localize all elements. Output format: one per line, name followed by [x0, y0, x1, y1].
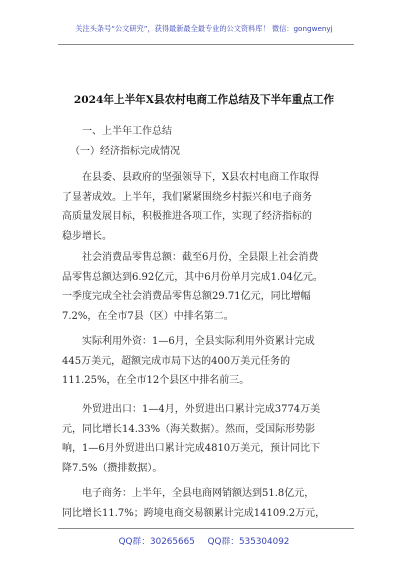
footer-contact: [0, 534, 408, 547]
paragraph-line: 实际利用外资：1—6月，全县实际利用外资累计完成: [82, 336, 315, 347]
footer-qq-group-2: QQ群：535304092: [207, 537, 290, 547]
paragraph-line: 111.25%，在全市12个县区中排名前三。: [62, 375, 250, 386]
header-divider: [58, 44, 354, 45]
paragraph-line: 同比增长11.7%；跨境电商交易额累计完成14109.2万元，: [62, 507, 326, 519]
paragraph-line: 7.2%，在全市7县（区）中排名第二。: [62, 310, 234, 322]
paragraph-line: 稳步增长。: [62, 230, 112, 242]
paragraph-line: 社会消费品零售总额：截至6月份，全县限上社会消费: [82, 252, 319, 263]
subsection-heading: （一）经济指标完成情况: [70, 146, 180, 157]
paragraph-line: 在县委、县政府的坚强领导下，X县农村电商工作取得: [82, 172, 320, 183]
paragraph-line: 外贸进出口：1—4月，外贸进出口累计完成3774万美: [82, 404, 321, 415]
paragraph-line: 了显著成效。上半年，我们紧紧围绕乡村振兴和电子商务: [62, 191, 312, 203]
footer-divider: [58, 528, 354, 529]
paragraph-line: 445万美元，超额完成市局下达的400万美元任务的: [62, 355, 291, 367]
document-title: 2024年上半年X县农村电商工作总结及下半年重点工作: [73, 94, 335, 106]
paragraph-line: 响，1—6月外贸进出口累计完成4810万美元，预计同比下: [62, 443, 321, 454]
paragraph-line: 元，同比增长14.33%（海关数据）。然而，受国际形势影: [62, 423, 316, 435]
footer-qq-group-1: QQ群：30265665: [118, 537, 195, 547]
paragraph-line: 一季度完成全社会消费品零售总额29.71亿元，同比增幅: [62, 291, 311, 302]
paragraph-line: 高质量发展目标，积极推进各项工作，实现了经济指标的: [62, 211, 312, 222]
header-banner: 关注头条号“公文研究”，获得最新最全最专业的公文资料库！ 微信：gongwenyj: [75, 24, 333, 33]
section-heading: 一、上半年工作总结: [82, 126, 172, 137]
paragraph-line: 品零售总额达到6.92亿元，其中6月份单月完成1.04亿元。: [62, 271, 323, 283]
paragraph-line: 降7.5%（攒排数据）。: [62, 462, 163, 474]
paragraph-line: 电子商务：上半年，全县电商网销额达到51.8亿元，: [82, 488, 315, 499]
